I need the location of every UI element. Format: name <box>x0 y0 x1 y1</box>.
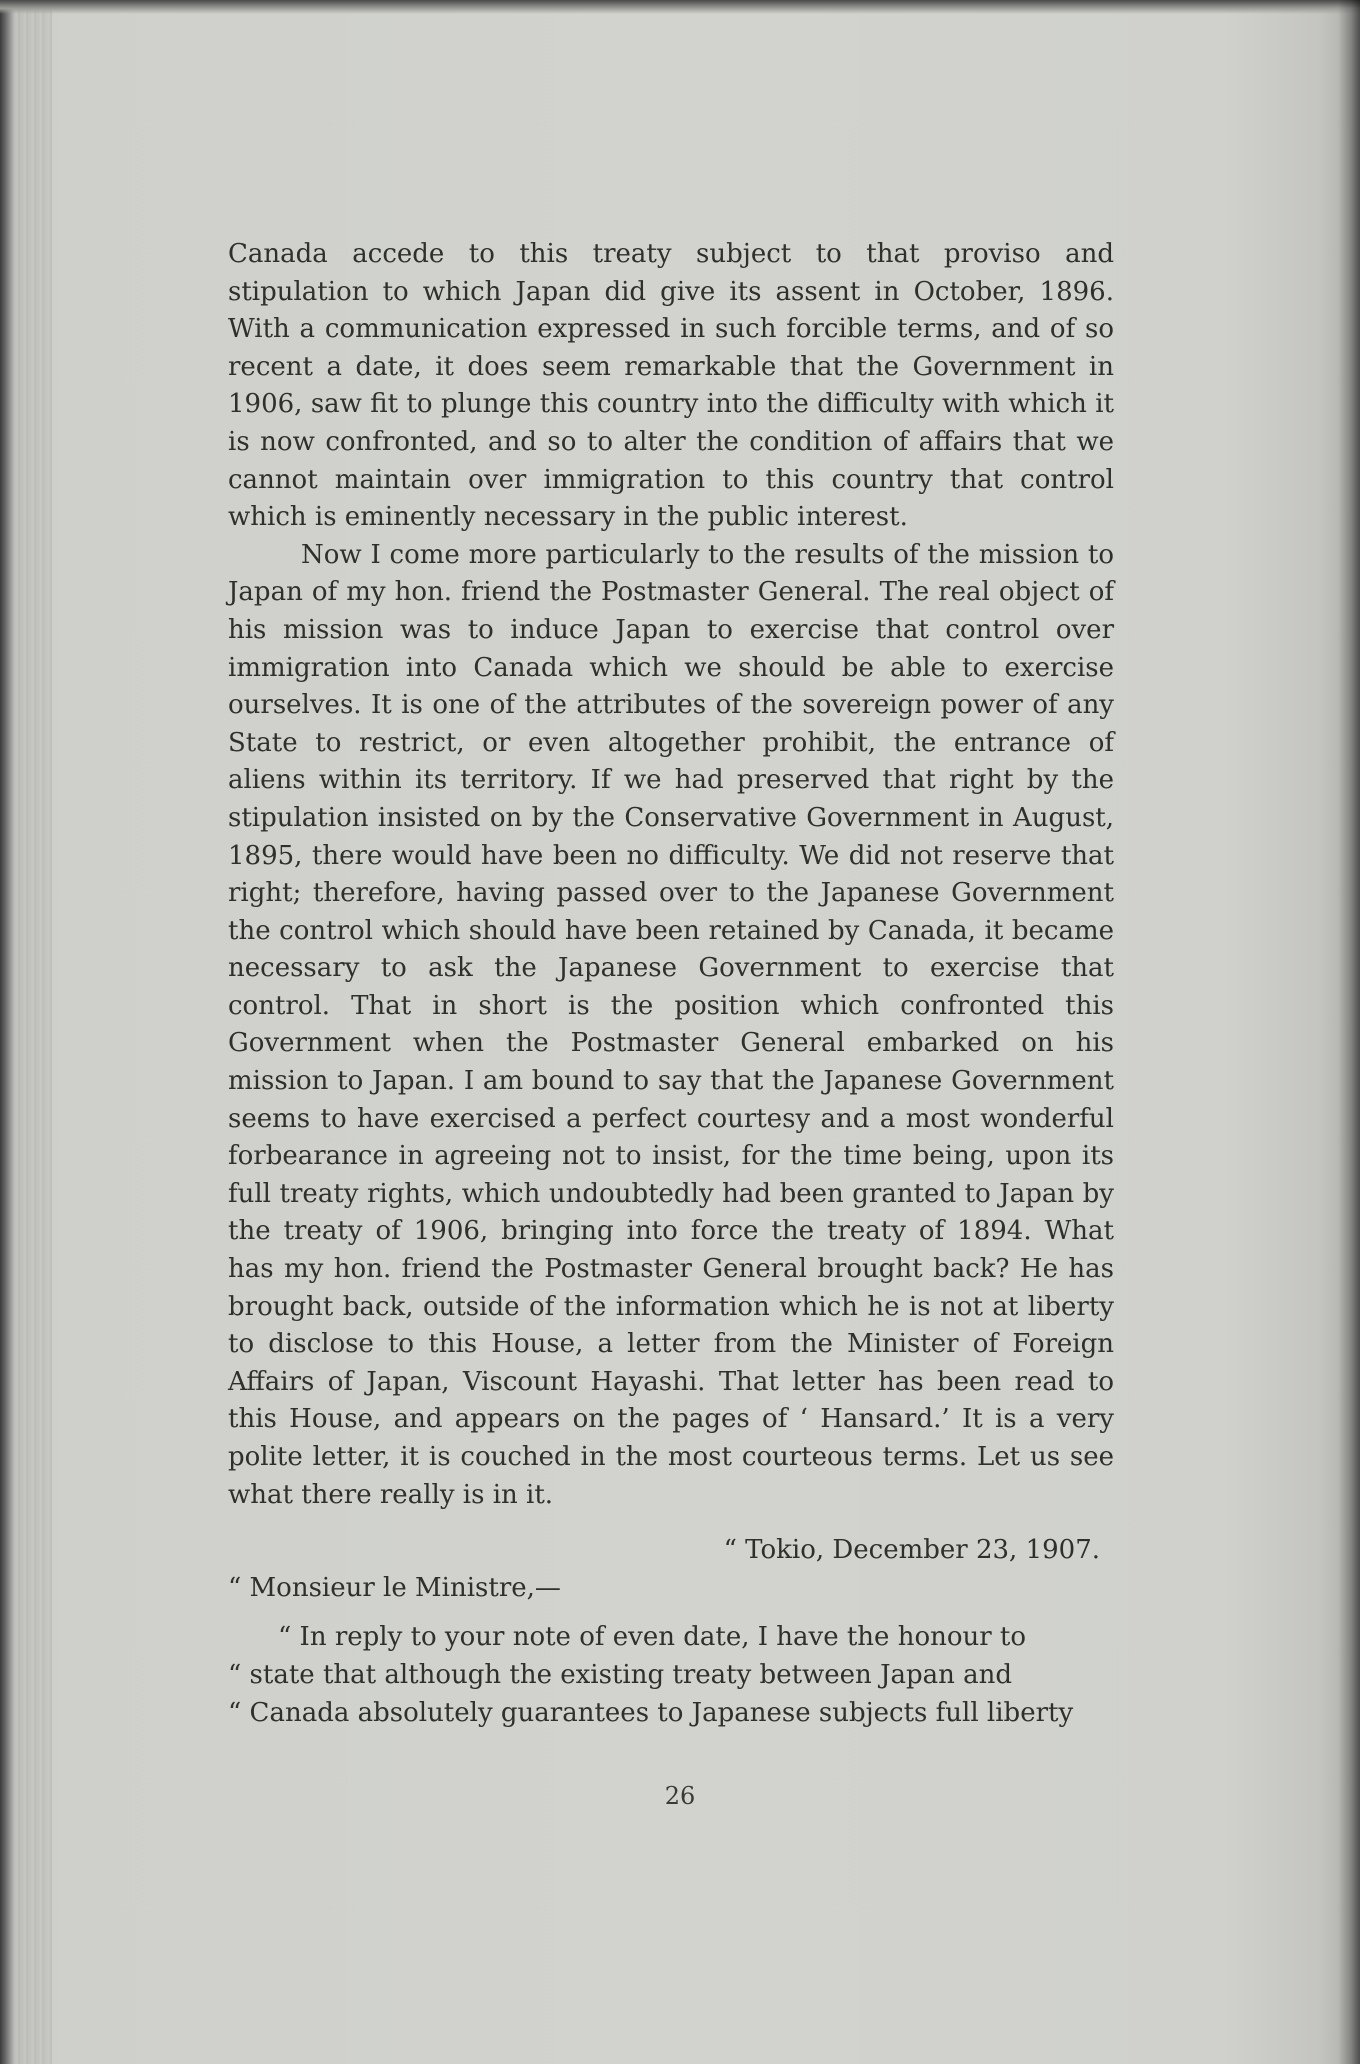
quote-line: “ Canada absolutely guarantees to Japanese subjects full liberty <box>228 1697 1074 1728</box>
scan-top-edge <box>0 0 1360 14</box>
letter-salutation: “ Monsieur le Ministre,— <box>228 1572 561 1603</box>
quoted-letter-text <box>228 1619 1114 1732</box>
letter-dateline: “ Tokio, December 23, 1907. <box>723 1535 1100 1566</box>
page-text-block <box>228 236 1114 1732</box>
scan-right-edge-shadow <box>1338 0 1360 2064</box>
quote-line: “ In reply to your note of even date, I have the honour to <box>278 1622 1027 1653</box>
body-paragraph-2: Now I come more particularly to the results of the mission to Japan of my hon. friend the Postmaster General. The real object of his mission was to induce Japan to exercise that control over immigration into Canada which we should be able to exercise ourselves. It is one of the attributes of the sovereign power of any State to restrict, or even altogether prohibit, the entrance of aliens within its territory. If we had preserved that right by the stipulation insisted on by the Conservative Government in August, 1895, there would have been no difficulty. We did not reserve that right; therefore, having passed over to the Japanese Government the control which should have been retained by Canada, it became necessary to ask the Japanese Government to exercise that control. That in short is the position which confronted this Government when the Postmaster General embarked on his mission to Japan. I am bound to say that the Japanese Government seems to have exercised a perfect courtesy and a most wonderful forbearance in agreeing not to insist, for the time being, upon its full treaty rights, which undoubtedly had been granted to Japan by the treaty of 1906, bringing into force the treaty of 1894. What has my hon. friend the Postmaster General brought back? He has brought back, outside of the information which he is not at liberty to disclose to this House, a letter from the Minister of Foreign Affairs of Japan, Viscount Hayashi. That letter has been read to this House, and appears on the pages of ‘ Hansard.’ It is a very polite letter, it is couched in the most courteous terms. Let us see what there really is in it. <box>228 539 1114 1510</box>
body-paragraph-1: Canada accede to this treaty subject to that proviso and stipulation to which Japan did give its assent in October, 1896. With a communication expressed in such forcible terms, and of so recent a date, it does seem remarkable that the Government in 1906, saw fit to plunge this country into the difficulty with which it is now confronted, and so to alter the condition of affairs that we cannot maintain over immigration to this country that control which is eminently necessary in the public interest. <box>228 239 1114 533</box>
quote-line: “ state that although the existing treaty between Japan and <box>228 1659 1013 1690</box>
page-number: 26 <box>664 1782 696 1810</box>
page-edge-stack <box>14 0 52 2064</box>
